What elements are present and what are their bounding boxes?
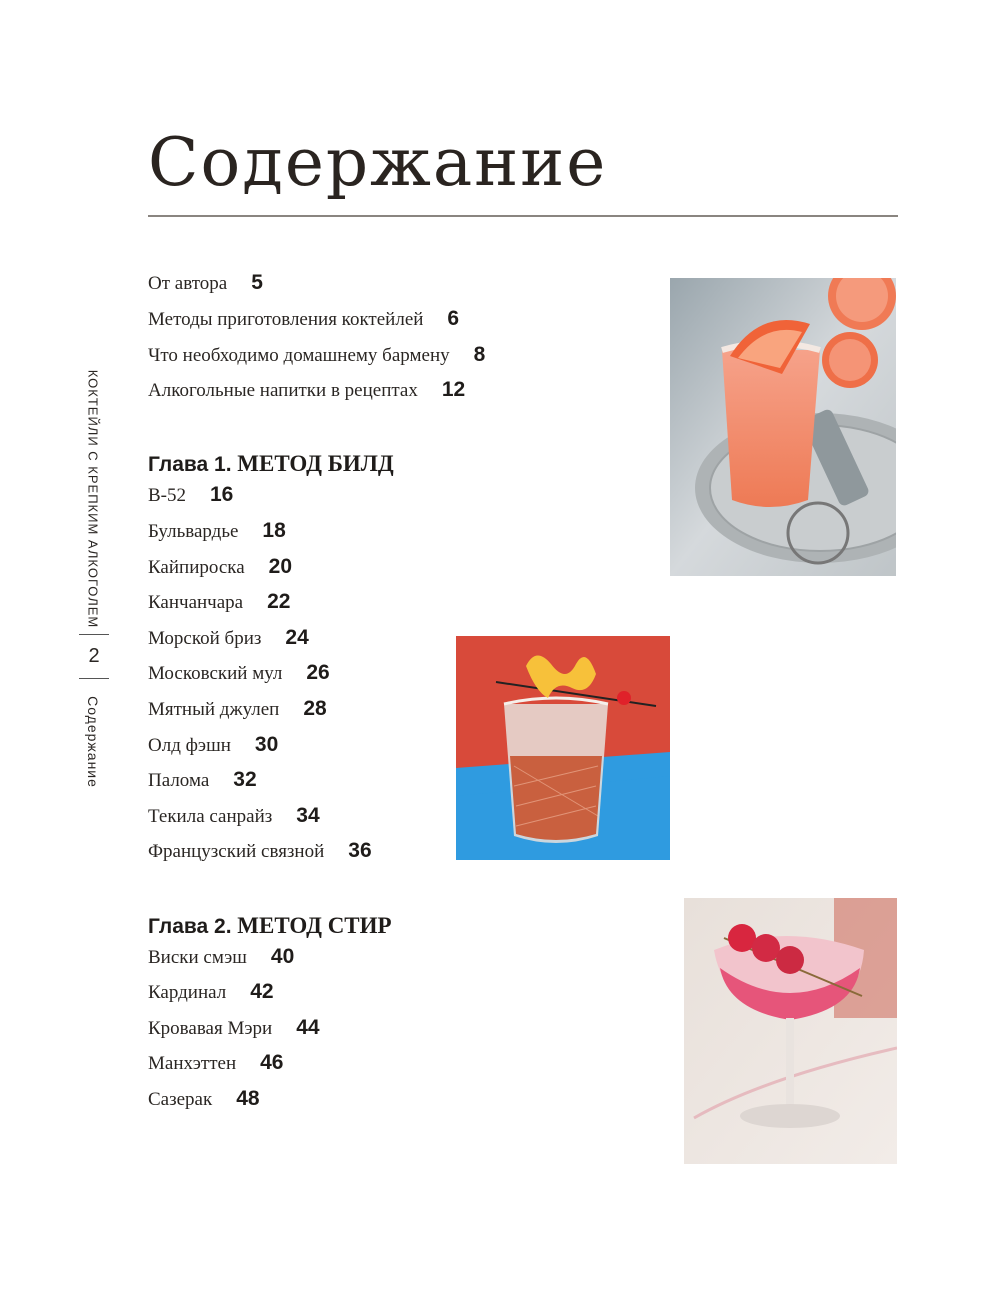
toc-entry-label: Текила санрайз [148,806,273,827]
toc-entry-label: Бульвардье [148,521,239,542]
toc-entry-label: Французский связной [148,841,325,862]
toc-entry-label: Манхэттен [148,1053,237,1074]
toc-entry-page: 24 [285,626,309,649]
toc-entry-label: Алкогольные напитки в рецептах [148,380,418,401]
page-title: Содержание [148,124,608,201]
spine-section-name: Содержание [85,696,101,788]
toc-entry[interactable] [148,375,465,405]
raspberry-coupe-cocktail-photo [684,898,897,1164]
chapter-name: МЕТОД СТИР [237,913,392,938]
toc-entry-label: Виски смэш [148,947,247,968]
toc-entry[interactable] [148,942,294,972]
toc-entry[interactable] [148,304,459,334]
toc-entry-page: 20 [268,555,293,578]
toc-entry-label: Палома [148,770,210,791]
toc-entry-page: 22 [267,590,291,613]
chapter-heading-1[interactable] [148,448,394,480]
toc-entry-page: 44 [296,1016,320,1039]
spine-book-title: КОКТЕЙЛИ С КРЕПКИМ АЛКОГОЛЕМ [85,369,101,629]
toc-entry-page: 6 [447,307,460,330]
spine-divider-bottom [79,678,109,679]
chapter-name: МЕТОД БИЛД [237,451,394,476]
grapefruit-cocktail-photo [670,278,896,576]
chapter-lead: Глава 1. [148,453,232,476]
toc-entry[interactable] [148,730,278,760]
toc-entry-page: 26 [306,661,330,684]
toc-entry[interactable] [148,340,485,370]
toc-entry-page: 42 [250,980,274,1003]
toc-entry-label: Морской бриз [148,628,262,649]
toc-entry[interactable] [148,1048,283,1078]
toc-entry[interactable] [148,977,274,1007]
toc-entry[interactable] [148,694,327,724]
toc-entry-page: 16 [210,483,234,506]
chapter-heading-2[interactable] [148,910,392,942]
toc-entry[interactable] [148,480,233,510]
toc-entry-page: 18 [262,519,286,542]
toc-entry[interactable] [148,268,263,298]
toc-entry-label: От автора [148,273,228,294]
toc-entry-page: 36 [348,839,372,862]
toc-entry[interactable] [148,1013,320,1043]
toc-entry[interactable] [148,516,286,546]
toc-entry-label: Канчанчара [148,592,244,613]
toc-entry-label: Сазерак [148,1089,213,1110]
toc-entry-label: Что необходимо домашнему бармену [148,345,450,366]
toc-entry-page: 30 [254,733,279,756]
toc-entry-label: Мятный джулеп [148,699,280,720]
toc-entry[interactable] [148,836,372,866]
toc-entry-label: Олд фэшн [148,735,231,756]
spine-divider-top [79,634,109,635]
toc-entry[interactable] [148,587,290,617]
toc-entry-page: 8 [473,343,486,366]
toc-entry-label: Кайпироска [148,557,245,578]
toc-entry-label: Кардинал [148,982,227,1003]
toc-entry-page: 28 [303,697,327,720]
toc-entry-page: 5 [251,271,263,294]
toc-entry[interactable] [148,552,292,582]
toc-entry-page: 48 [236,1087,260,1110]
toc-entry-page: 32 [233,768,257,791]
spine-page-number: 2 [88,645,100,667]
title-divider [148,215,898,217]
toc-entry-label: Московский мул [148,663,283,684]
toc-entry[interactable] [148,765,257,795]
toc-entry-page: 46 [260,1051,284,1074]
toc-entry-label: Кровавая Мэри [148,1018,273,1039]
orange-peel-cocktail-photo [456,636,670,860]
toc-entry[interactable] [148,623,309,653]
toc-entry-page: 34 [296,804,320,827]
toc-entry[interactable] [148,801,320,831]
toc-entry-page: 12 [441,378,466,401]
toc-entry-label: B-52 [148,485,186,506]
toc-entry-page: 40 [270,945,295,968]
chapter-lead: Глава 2. [148,915,232,938]
toc-entry[interactable] [148,1084,260,1114]
toc-entry[interactable] [148,658,330,688]
toc-entry-label: Методы приготовления коктейлей [148,309,424,330]
